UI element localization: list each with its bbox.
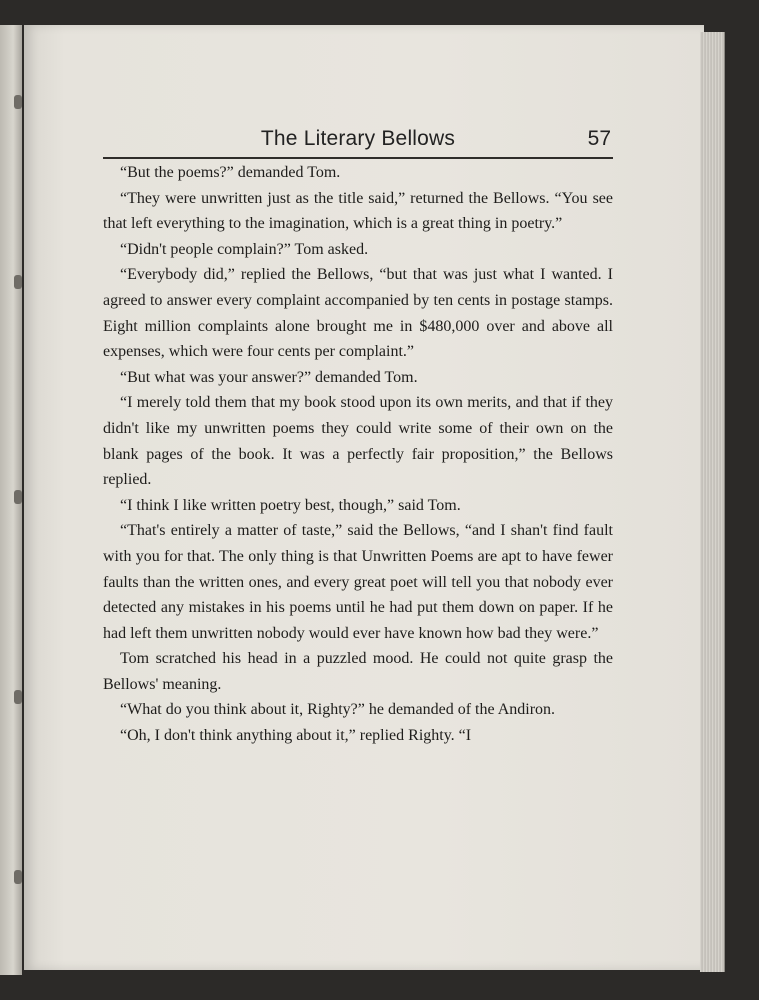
binding-stitch [14, 870, 22, 884]
paragraph: “Oh, I don't think anything about it,” replied Righty. “I [120, 727, 472, 745]
binding-stitch [14, 690, 22, 704]
paragraph: “I think I like written poetry best, though,” said Tom. [120, 496, 461, 514]
running-title: The Literary Bellows [260, 127, 456, 150]
paragraph: “They were unwritten just as the title said,” returned the Bellows. “You see that left everything to the imagination, which is a great thing in poetry.” [103, 189, 613, 233]
paragraph: “But the poems?” demanded Tom. [120, 164, 341, 181]
paragraph: “Didn't people complain?” Tom asked. [120, 240, 369, 258]
binding-stitch [14, 95, 22, 109]
paragraph: Tom scratched his head in a puzzled mood. He could not quite grasp the Bellows' meaning. [103, 650, 613, 693]
paragraph: “But what was your answer?” demanded Tom. [120, 368, 418, 386]
binding-stitch [14, 275, 22, 289]
page-number: 57 [587, 127, 611, 150]
page-stack-edges [700, 32, 725, 972]
left-page-edge [0, 25, 22, 975]
binding-stitch [14, 490, 22, 504]
paragraph: “What do you think about it, Righty?” he demanded of the Andiron. [120, 701, 556, 719]
paragraph: “That's entirely a matter of taste,” said the Bellows, “and I shan't find fault with you for that. The only thing is that Unwritten Poems are apt to have fewer faults than the written ones, and every great poet will tell you that nobody ever detected any mistakes in his poems until he had put them down on paper. If he had left them unwritten nobody would ever have known how bad they were.” [103, 522, 613, 642]
paragraph: “Everybody did,” replied the Bellows, “but that was just what I wanted. I agreed to answer every complaint accompanied by ten cents in postage stamps. Eight million complaints alone brought me in $480,000 over and above all expenses, which were four cents per complaint.” [103, 266, 613, 361]
page-header [103, 123, 613, 159]
body-text [103, 160, 613, 749]
paragraph: “I merely told them that my book stood upon its own merits, and that if they didn't like my unwritten poems they could write some of their own on the blank pages of the book. It was a perfectly fair proposition,” the Bellows replied. [103, 394, 613, 489]
